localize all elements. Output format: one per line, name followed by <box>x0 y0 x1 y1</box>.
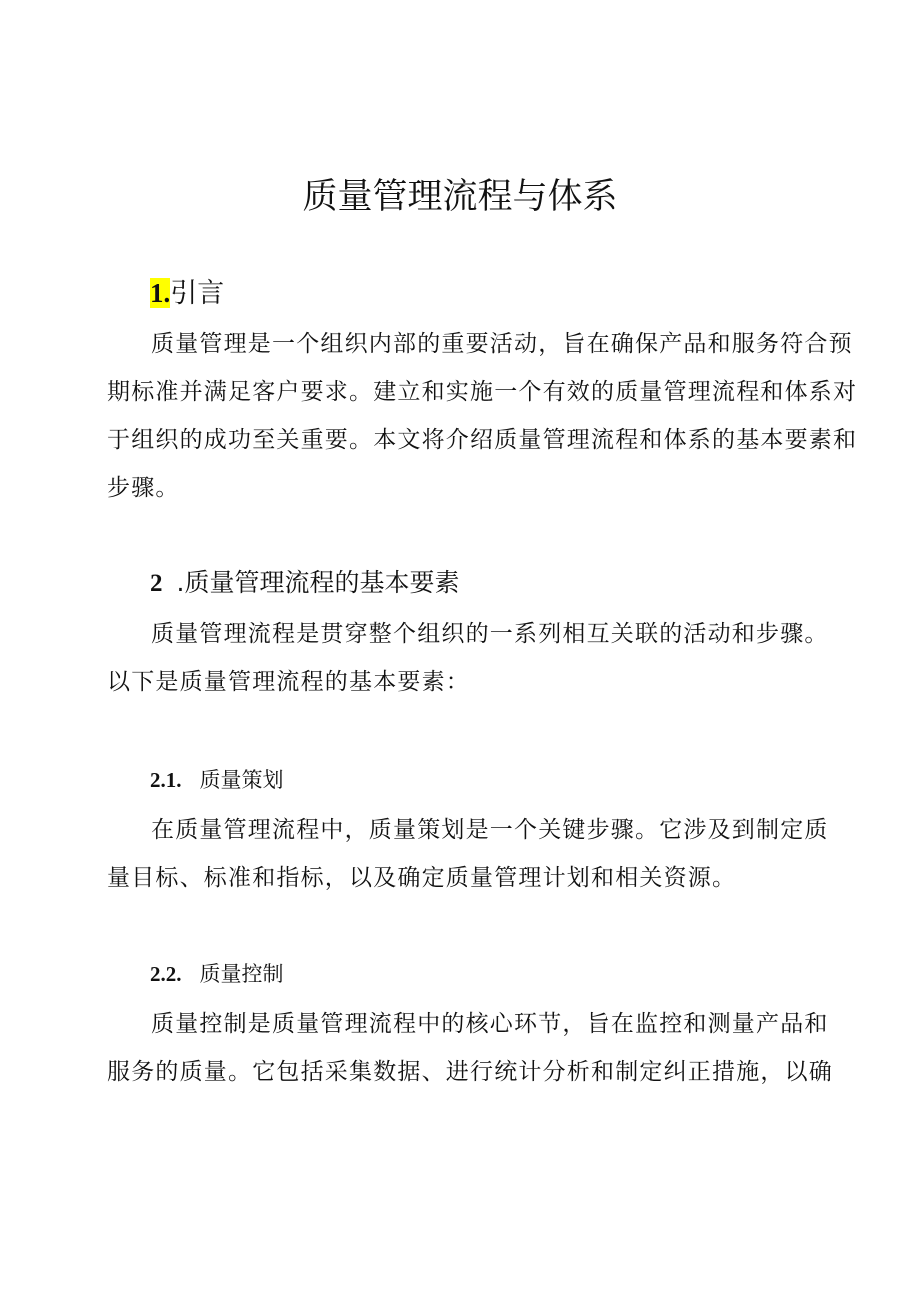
document-title: 质量管理流程与体系 <box>302 177 618 217</box>
paragraph-line: 步骤。 <box>107 475 180 501</box>
section-heading-text: 引言 <box>170 278 225 309</box>
paragraph-line: 以下是质量管理流程的基本要素： <box>107 669 470 695</box>
control-paragraph <box>107 1000 833 1096</box>
planning-paragraph <box>107 806 827 902</box>
section-heading-intro <box>150 273 224 314</box>
subsection-heading-planning <box>150 764 284 796</box>
intro-paragraph <box>107 320 858 512</box>
paragraph-line: 质量管理流程是贯穿整个组织的一系列相互关联的活动和步骤。 <box>151 621 829 647</box>
paragraph-line: 期标准并满足客户要求。建立和实施一个有效的质量管理流程和体系对 <box>107 379 858 405</box>
paragraph-line: 于组织的成功至关重要。本文将介绍质量管理流程和体系的基本要素和 <box>107 427 858 453</box>
paragraph-line: 服务的质量。它包括采集数据、进行统计分析和制定纠正措施，以确 <box>107 1059 833 1085</box>
section-heading-text: .质量管理流程的基本要素 <box>176 568 460 597</box>
subsection-number: 2.2. <box>150 962 182 986</box>
paragraph-line: 质量管理是一个组织内部的重要活动，旨在确保产品和服务符合预 <box>151 331 853 357</box>
paragraph-line: 质量控制是质量管理流程中的核心环节，旨在监控和测量产品和 <box>151 1011 829 1037</box>
subsection-heading-control <box>150 958 284 990</box>
subsection-number: 2.1. <box>150 768 182 792</box>
subsection-heading-text: 质量控制 <box>199 962 284 986</box>
section-number: 1. <box>150 278 171 308</box>
paragraph-line: 在质量管理流程中，质量策划是一个关键步骤。它涉及到制定质 <box>151 817 829 843</box>
subsection-heading-text: 质量策划 <box>199 768 284 792</box>
elements-paragraph <box>107 610 827 706</box>
section-number: 2 <box>150 570 163 597</box>
section-heading-elements <box>150 563 459 604</box>
paragraph-line: 量目标、标准和指标，以及确定质量管理计划和相关资源。 <box>107 865 737 891</box>
